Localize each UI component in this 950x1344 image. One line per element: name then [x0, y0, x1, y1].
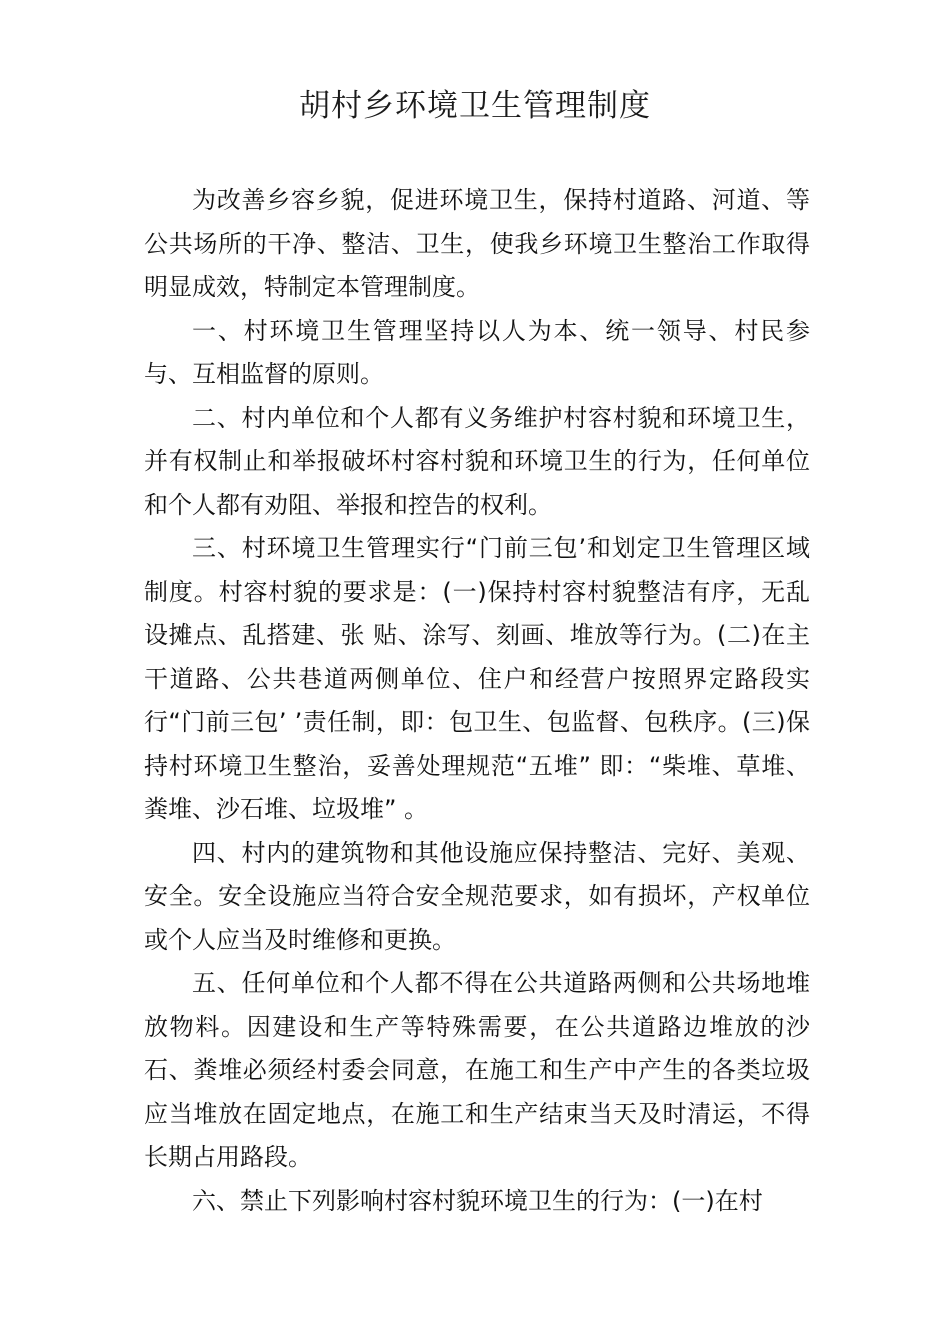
paragraph-article-2: 二、村内单位和个人都有义务维护村容村貌和环境卫生，并有权制止和举报破坏村容村貌和环境卫生的行为，任何单位和个人都有劝阻、举报和控告的权利。 [144, 403, 810, 519]
paragraph-article-1: 一、村环境卫生管理坚持以人为本、统一领导、村民参与、互相监督的原则。 [144, 316, 810, 388]
document-body [144, 179, 810, 1223]
paragraph-article-5: 五、任何单位和个人都不得在公共道路两侧和公共场地堆放物料。因建设和生产等特殊需要，在公共道路边堆放的沙石、粪堆必须经村委会同意，在施工和生产中产生的各类垃圾应当堆放在固定地点，在施工和生产结束当天及时清运，不得长期占用路段。 [144, 969, 810, 1171]
document-title: 胡村乡环境卫生管理制度 [299, 88, 651, 124]
paragraph-article-6: 六、禁止下列影响村容村貌环境卫生的行为：(一)在村 [192, 1186, 763, 1215]
paragraph-article-4: 四、村内的建筑物和其他设施应保持整洁、完好、美观、安全。安全设施应当符合安全规范要求，如有损坏，产权单位或个人应当及时维修和更换。 [144, 838, 810, 954]
paragraph-intro: 为改善乡容乡貌，促进环境卫生，保持村道路、河道、等公共场所的干净、整洁、卫生，使我乡环境卫生整治工作取得明显成效，特制定本管理制度。 [144, 186, 810, 301]
paragraph-article-3: 三、村环境卫生管理实行“门前三包’和划定卫生管理区域制度。村容村貌的要求是：(一)保持村容村貌整洁有序，无乱设摊点、乱搭建、张 贴、涂写、刻画、堆放等行为。(二)在主干道路、公共巷道两侧单位、住户和经营户按照界定路段实行“门前三包’ ’责任制，即：包卫生、包监督、包秩序。(三)保持村环境卫生整治，妥善处理规范“五堆” 即：“柴堆、草堆、粪堆、沙石堆、垃圾堆” 。 [144, 534, 810, 823]
